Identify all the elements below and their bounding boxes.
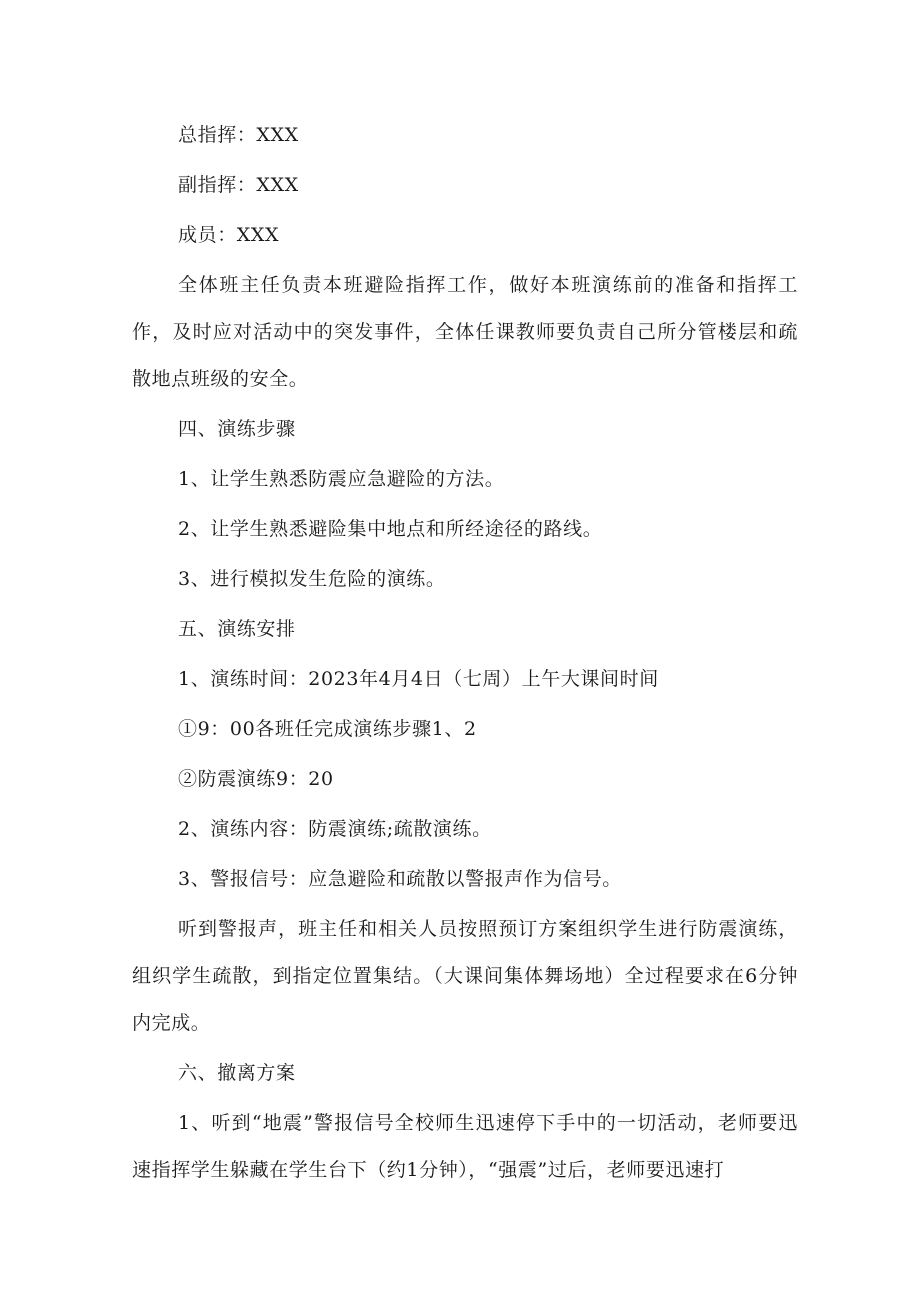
heading-drill-arrangement: 五、演练安排 bbox=[178, 618, 296, 640]
heading-evacuation-plan: 六、撤离方案 bbox=[178, 1062, 296, 1084]
arrangement-subitem-2: ②防震演练9：20 bbox=[178, 768, 334, 790]
paragraph-responsibilities: 全体班主任负责本班避险指挥工作，做好本班演练前的准备和指挥工作，及时应对活动中的突发事件，全体任课教师要负责自己所分管楼层和疏散地点班级的安全。 bbox=[132, 274, 798, 390]
evacuation-item-1: 1、听到“地震”警报信号全校师生迅速停下手中的一切活动，老师要迅速指挥学生躲藏在学生台下（约1分钟），“强震”过后，老师要迅速打 bbox=[132, 1112, 798, 1181]
arrangement-alarm-signal: 3、警报信号：应急避险和疏散以警报声作为信号。 bbox=[178, 868, 622, 890]
arrangement-content: 2、演练内容：防震演练;疏散演练。 bbox=[178, 818, 492, 840]
arrangement-subitem-1: ①9：00各班任完成演练步骤1、2 bbox=[178, 718, 477, 740]
members-line: 成员：XXX bbox=[178, 224, 280, 246]
document-body bbox=[132, 112, 798, 1197]
heading-drill-steps: 四、演练步骤 bbox=[178, 418, 296, 440]
paragraph-alarm-procedure: 听到警报声，班主任和相关人员按照预订方案组织学生进行防震演练，组织学生疏散，到指定位置集结。（大课间集体舞场地）全过程要求在6分钟内完成。 bbox=[132, 918, 798, 1034]
arrangement-time: 1、演练时间：2023年4月4日（七周）上午大课间时间 bbox=[178, 668, 659, 690]
step-item-1: 1、让学生熟悉防震应急避险的方法。 bbox=[178, 468, 505, 490]
deputy-commander-line: 副指挥：XXX bbox=[178, 174, 299, 196]
step-item-3: 3、进行模拟发生危险的演练。 bbox=[178, 568, 446, 590]
step-item-2: 2、让学生熟悉避险集中地点和所经途径的路线。 bbox=[178, 518, 603, 540]
commander-line: 总指挥：XXX bbox=[178, 124, 299, 146]
